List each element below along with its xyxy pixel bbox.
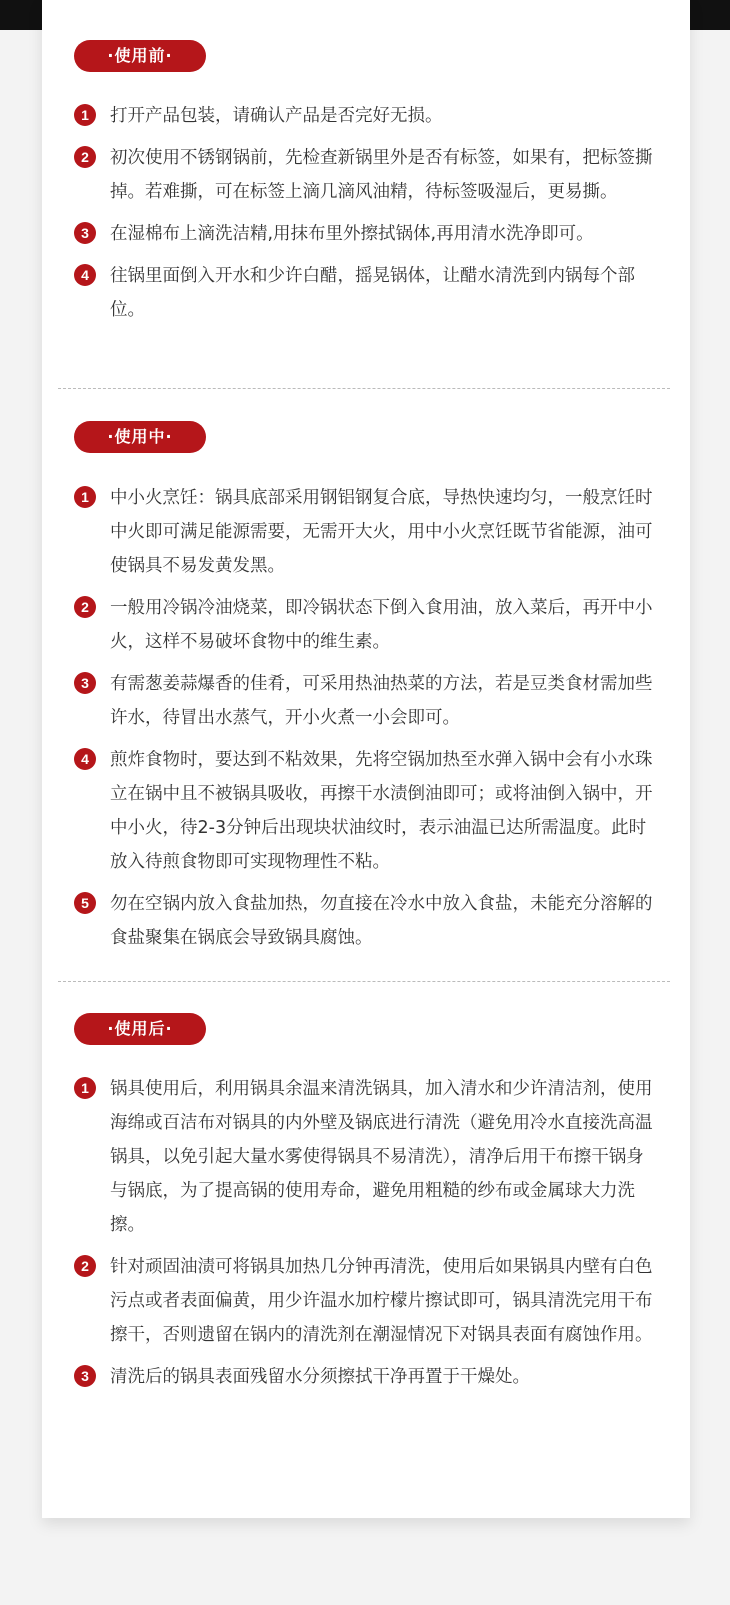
list-item — [74, 591, 654, 659]
step-number-badge: 2 — [74, 146, 96, 168]
step-text: 打开产品包装，请确认产品是否完好无损。 — [110, 106, 443, 126]
step-text: 初次使用不锈钢锅前，先检查新锅里外是否有标签，如果有，把标签撕掉。若难撕，可在标签上滴几滴风油精，待标签吸湿后，更易撕。 — [110, 148, 653, 202]
list-item — [74, 1360, 654, 1394]
step-text: 清洗后的锅具表面残留水分须擦拭干净再置于干燥处。 — [110, 1367, 530, 1387]
step-text: 往锅里面倒入开水和少许白醋，摇晃锅体，让醋水清洗到内锅每个部位。 — [110, 266, 635, 320]
step-text: 在湿棉布上滴洗洁精,用抹布里外擦拭锅体,再用清水洗净即可。 — [110, 224, 594, 244]
list-item — [74, 743, 654, 879]
step-number-badge: 3 — [74, 1365, 96, 1387]
instruction-list — [74, 481, 654, 963]
list-item — [74, 887, 654, 955]
step-text: 一般用冷锅冷油烧菜，即冷锅状态下倒入食用油，放入菜后，再开中小火，这样不易破坏食物中的维生素。 — [110, 598, 653, 652]
section-divider — [58, 981, 670, 982]
instruction-list — [74, 1072, 654, 1402]
list-item — [74, 217, 654, 251]
step-number-badge: 4 — [74, 748, 96, 770]
list-item — [74, 141, 654, 209]
step-text: 煎炸食物时，要达到不粘效果，先将空锅加热至水弹入锅中会有小水珠立在锅中且不被锅具吸收，再擦干水渍倒油即可；或将油倒入锅中，开中小火，待2-3分钟后出现块状油纹时，表示油温已达所需温度。此时放入待煎食物即可实现物理性不粘。 — [110, 750, 653, 872]
section-title-badge: ·使用前· — [74, 40, 206, 72]
top-bar-right — [690, 0, 730, 30]
step-text: 有需葱姜蒜爆香的佳肴，可采用热油热菜的方法，若是豆类食材需加些许水，待冒出水蒸气，开小火煮一小会即可。 — [110, 674, 653, 728]
list-item — [74, 1250, 654, 1352]
top-bar-left — [0, 0, 42, 30]
step-number-badge: 2 — [74, 1255, 96, 1277]
list-item — [74, 481, 654, 583]
step-text: 中小火烹饪：锅具底部采用钢铝钢复合底，导热快速均匀，一般烹饪时中火即可满足能源需要，无需开大火，用中小火烹饪既节省能源，油可使锅具不易发黄发黑。 — [110, 488, 653, 576]
section-title-badge: ·使用后· — [74, 1013, 206, 1045]
instruction-list — [74, 99, 654, 335]
section-title-badge: ·使用中· — [74, 421, 206, 453]
step-number-badge: 2 — [74, 596, 96, 618]
step-number-badge: 3 — [74, 222, 96, 244]
list-item — [74, 667, 654, 735]
step-text: 针对顽固油渍可将锅具加热几分钟再清洗，使用后如果锅具内壁有白色污点或者表面偏黄，用少许温水加柠檬片擦试即可，锅具清洗完用干布擦干，否则遗留在锅内的清洗剂在潮湿情况下对锅具表面有腐蚀作用。 — [110, 1257, 653, 1345]
step-number-badge: 5 — [74, 892, 96, 914]
list-item — [74, 1072, 654, 1242]
step-number-badge: 1 — [74, 1077, 96, 1099]
step-number-badge: 1 — [74, 486, 96, 508]
step-text: 锅具使用后，利用锅具余温来清洗锅具，加入清水和少许清洁剂，使用海绵或百洁布对锅具的内外壁及锅底进行清洗（避免用冷水直接洗高温锅具，以免引起大量水雾使得锅具不易清洗），清净后用干布擦干锅身与锅底，为了提高锅的使用寿命，避免用粗糙的纱布或金属球大力洗擦。 — [110, 1079, 653, 1235]
list-item — [74, 259, 654, 327]
instructions-card — [42, 0, 690, 1518]
section-divider — [58, 388, 670, 389]
step-number-badge: 1 — [74, 104, 96, 126]
step-number-badge: 3 — [74, 672, 96, 694]
step-number-badge: 4 — [74, 264, 96, 286]
list-item — [74, 99, 654, 133]
step-text: 勿在空锅内放入食盐加热，勿直接在冷水中放入食盐，未能充分溶解的食盐聚集在锅底会导致锅具腐蚀。 — [110, 894, 653, 948]
